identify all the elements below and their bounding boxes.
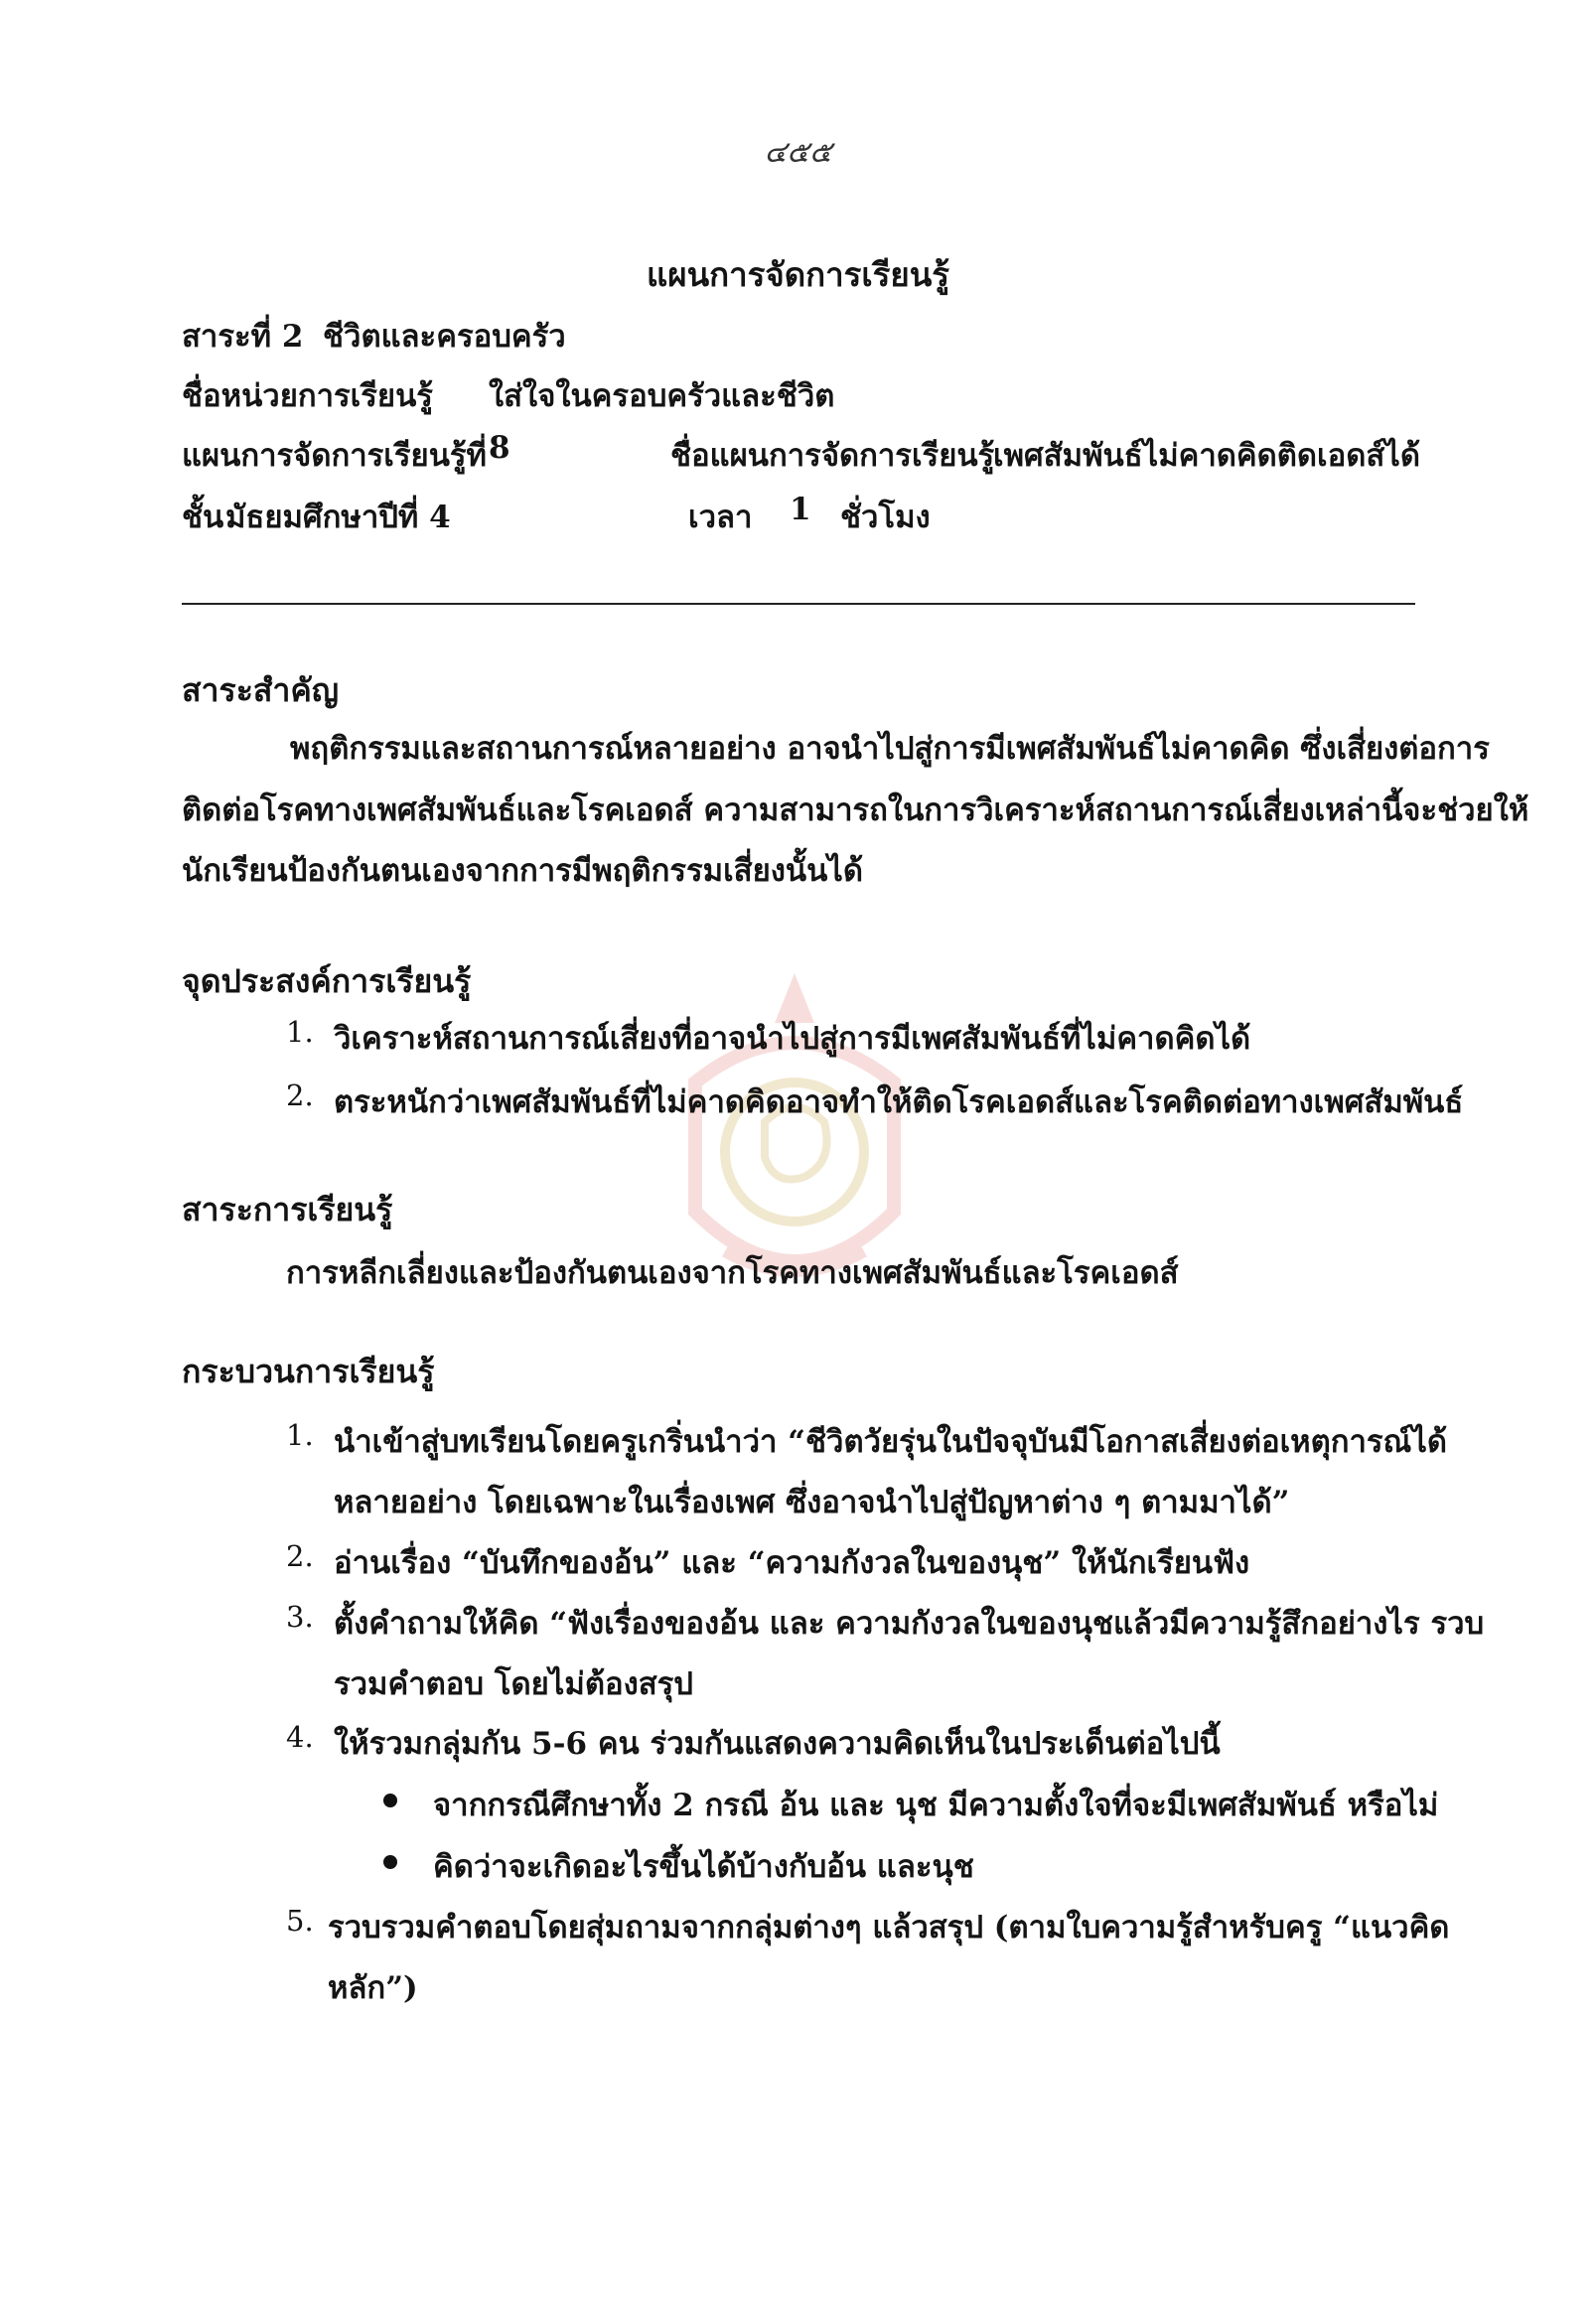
key-concept-line-1: พฤติกรรมและสถานการณ์หลายอย่าง อาจนำไปสู่การมีเพศสัมพันธ์ไม่คาดคิด ซึ่งเสี่ยงต่อการ	[290, 731, 1490, 767]
plan-name-value: เพศสัมพันธ์ไม่คาดคิดติดเอดส์ได้	[993, 438, 1421, 474]
grade-label: ชั้น	[182, 500, 224, 535]
process-number: 1.	[286, 1418, 314, 1452]
plan-name-label: ชื่อแผนการจัดการเรียนรู้	[670, 438, 995, 474]
process-item-line: รวมคำตอบ โดยไม่ต้องสรุป	[334, 1666, 693, 1702]
key-concept-heading: สาระสำคัญ	[182, 671, 340, 709]
process-bullet: คิดว่าจะเกิดอะไรขึ้นได้บ้างกับอ้น และนุช	[433, 1849, 974, 1885]
strand-label: สาระที่ 2	[182, 319, 304, 355]
process-item-line: หลัก”)	[328, 1970, 418, 2006]
time-value: 1	[790, 492, 811, 527]
bullet-dot	[383, 1855, 397, 1869]
objectives-heading: จุดประสงค์การเรียนรู้	[182, 962, 472, 1000]
header-divider	[182, 603, 1415, 605]
objective-item: ตระหนักว่าเพศสัมพันธ์ที่ไม่คาดคิดอาจทำให้ติดโรคเอดส์และโรคติดต่อทางเพศสัมพันธ์	[334, 1084, 1464, 1120]
unit-label: ชื่อหน่วยการเรียนรู้	[182, 378, 433, 414]
process-number: 2.	[286, 1539, 314, 1573]
plan-number-value: 8	[489, 430, 510, 466]
objective-number: 2.	[286, 1079, 314, 1112]
page-number: ๔๕๕	[764, 135, 832, 170]
process-item-line: ให้รวมกลุ่มกัน 5-6 คน ร่วมกันแสดงความคิดเห็นในประเด็นต่อไปนี้	[334, 1726, 1221, 1762]
grade-value: มัธยมศึกษาปีที่ 4	[225, 500, 451, 535]
process-bullet: จากกรณีศึกษาทั้ง 2 กรณี อ้น และ นุช มีความตั้งใจที่จะมีเพศสัมพันธ์ หรือไม่	[433, 1788, 1439, 1823]
content-text: การหลีกเลี่ยงและป้องกันตนเองจากโรคทางเพศสัมพันธ์และโรคเอดส์	[286, 1255, 1179, 1291]
process-number: 5.	[286, 1904, 314, 1938]
objective-number: 1.	[286, 1015, 314, 1049]
unit-value: ใส่ใจในครอบครัวและชีวิต	[489, 378, 835, 414]
strand-value: ชีวิตและครอบครัว	[323, 319, 566, 355]
time-unit: ชั่วโมง	[840, 500, 931, 535]
process-item-line: หลายอย่าง โดยเฉพาะในเรื่องเพศ ซึ่งอาจนำไปสู่ปัญหาต่าง ๆ ตามมาได้”	[334, 1485, 1290, 1520]
process-item-line: รวบรวมคำตอบโดยสุ่มถามจากกลุ่มต่างๆ แล้วสรุป (ตามใบความรู้สำหรับครู “แนวคิด	[328, 1910, 1450, 1945]
objective-item: วิเคราะห์สถานการณ์เสี่ยงที่อาจนำไปสู่การมีเพศสัมพันธ์ที่ไม่คาดคิดได้	[334, 1021, 1251, 1057]
process-number: 4.	[286, 1720, 314, 1754]
key-concept-line-2: ติดต่อโรคทางเพศสัมพันธ์และโรคเอดส์ ความสามารถในการวิเคราะห์สถานการณ์เสี่ยงเหล่านี้จะช่วยให้	[182, 792, 1529, 828]
time-label: เวลา	[688, 500, 753, 535]
key-concept-line-3: นักเรียนป้องกันตนเองจากการมีพฤติกรรมเสี่ยงนั้นได้	[182, 853, 863, 889]
document-title: แผนการจัดการเรียนรู้	[646, 255, 950, 294]
plan-number-label: แผนการจัดการเรียนรู้ที่	[182, 438, 487, 474]
bullet-dot	[383, 1794, 397, 1807]
process-item-line: นำเข้าสู่บทเรียนโดยครูเกริ่นนำว่า “ชีวิตวัยรุ่นในปัจจุบันมีโอกาสเสี่ยงต่อเหตุการณ์ได้	[334, 1424, 1448, 1460]
content-heading: สาระการเรียนรู้	[182, 1191, 393, 1228]
process-item-line: อ่านเรื่อง “บันทึกของอ้น” และ “ความกังวลในของนุช” ให้นักเรียนฟัง	[334, 1545, 1250, 1581]
process-number: 3.	[286, 1600, 314, 1634]
process-heading: กระบวนการเรียนรู้	[182, 1353, 435, 1390]
process-item-line: ตั้งคำถามให้คิด “ฟังเรื่องของอ้น และ ความกังวลในของนุชแล้วมีความรู้สึกอย่างไร รวบ	[334, 1606, 1485, 1642]
